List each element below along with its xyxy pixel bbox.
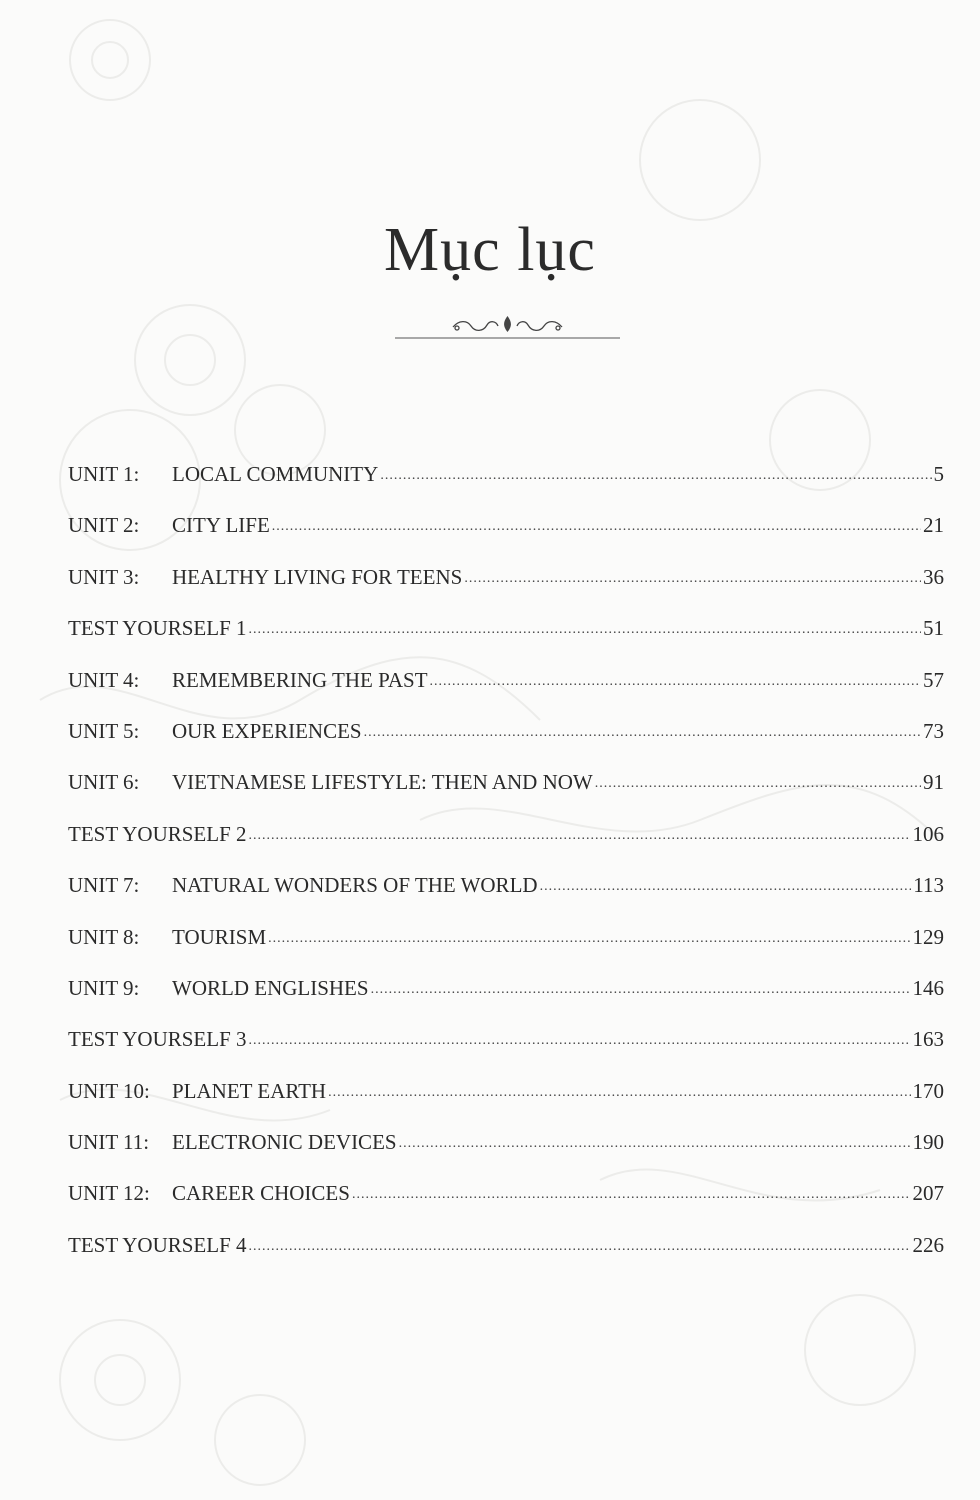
toc-entry [68, 462, 944, 513]
toc-entry-page-number: 57 [923, 667, 944, 692]
toc-entry-label: UNIT 7: [68, 873, 140, 898]
toc-entry-label: UNIT 12: [68, 1181, 150, 1206]
title-block [0, 215, 980, 286]
toc-entry [68, 719, 944, 770]
toc-dot-leader [249, 622, 921, 638]
toc-entry-title: VIETNAMESE LIFESTYLE: THEN AND NOW [172, 770, 593, 795]
toc-entry-page-number: 146 [912, 975, 944, 1000]
toc-entry-title: HEALTHY LIVING FOR TEENS [172, 564, 463, 589]
toc-entry-label: TEST YOURSELF 3 [68, 1027, 247, 1052]
toc-entry-label: UNIT 10: [68, 1078, 150, 1103]
toc-entry-label: UNIT 5: [68, 718, 140, 743]
toc-entry [68, 565, 944, 616]
toc-entry [68, 1130, 944, 1181]
toc-entry-label: UNIT 6: [68, 770, 140, 795]
toc-entry-page-number: 129 [912, 924, 944, 949]
toc-entry [68, 668, 944, 719]
toc-entry-page-number: 163 [912, 1027, 944, 1052]
table-of-contents [68, 462, 944, 1284]
toc-dot-leader [371, 982, 911, 998]
toc-entry [68, 822, 944, 873]
toc-dot-leader [328, 1085, 910, 1101]
toc-entry [68, 616, 944, 667]
toc-entry-page-number: 207 [912, 1181, 944, 1206]
toc-dot-leader [249, 1239, 911, 1255]
toc-entry [68, 513, 944, 564]
toc-entry-label: UNIT 2: [68, 513, 140, 538]
toc-entry-title: OUR EXPERIENCES [172, 718, 362, 743]
toc-dot-leader [464, 571, 921, 587]
toc-entry-page-number: 106 [912, 821, 944, 846]
title-divider-ornament [395, 312, 620, 342]
toc-dot-leader [352, 1187, 911, 1203]
toc-entry-label: UNIT 4: [68, 667, 140, 692]
toc-entry [68, 770, 944, 821]
toc-dot-leader [595, 776, 921, 792]
toc-entry-page-number: 91 [923, 770, 944, 795]
toc-entry-title: CAREER CHOICES [172, 1181, 350, 1206]
toc-entry-page-number: 36 [923, 564, 944, 589]
toc-dot-leader [272, 519, 921, 535]
toc-dot-leader [430, 674, 921, 690]
toc-entry-title: CITY LIFE [172, 513, 270, 538]
toc-entry-page-number: 226 [912, 1232, 944, 1257]
toc-dot-leader [399, 1136, 911, 1152]
toc-entry-label: TEST YOURSELF 4 [68, 1232, 247, 1257]
toc-entry-label: UNIT 9: [68, 975, 140, 1000]
toc-dot-leader [364, 725, 921, 741]
page-title: Mục lục [384, 216, 596, 284]
toc-entry-label: UNIT 8: [68, 924, 140, 949]
toc-entry [68, 1233, 944, 1284]
toc-entry-title: ELECTRONIC DEVICES [172, 1130, 397, 1155]
toc-entry [68, 976, 944, 1027]
toc-entry-page-number: 170 [912, 1078, 944, 1103]
toc-entry-label: TEST YOURSELF 1 [68, 616, 247, 641]
toc-entry [68, 873, 944, 924]
toc-entry-page-number: 113 [913, 873, 944, 898]
toc-dot-leader [249, 1033, 911, 1049]
toc-entry [68, 1079, 944, 1130]
toc-entry-title: WORLD ENGLISHES [172, 975, 369, 1000]
toc-dot-leader [249, 828, 911, 844]
toc-dot-leader [380, 468, 931, 484]
toc-dot-leader [540, 879, 912, 895]
toc-entry-page-number: 73 [923, 718, 944, 743]
toc-entry [68, 925, 944, 976]
toc-entry [68, 1181, 944, 1232]
toc-entry-title: TOURISM [172, 924, 267, 949]
toc-entry-title: PLANET EARTH [172, 1078, 327, 1103]
toc-entry-label: UNIT 11: [68, 1130, 150, 1155]
toc-entry-page-number: 51 [923, 616, 944, 641]
toc-entry-label: TEST YOURSELF 2 [68, 821, 247, 846]
toc-entry-label: UNIT 1: [68, 462, 140, 486]
toc-entry-page-number: 5 [933, 462, 944, 486]
toc-entry-title: LOCAL COMMUNITY [172, 462, 379, 486]
toc-entry-title: REMEMBERING THE PAST [172, 667, 428, 692]
toc-entry [68, 1027, 944, 1078]
toc-entry-label: UNIT 3: [68, 564, 140, 589]
toc-entry-page-number: 21 [923, 513, 944, 538]
toc-dot-leader [268, 931, 910, 947]
toc-entry-title: NATURAL WONDERS OF THE WORLD [172, 873, 538, 898]
toc-entry-page-number: 190 [912, 1130, 944, 1155]
